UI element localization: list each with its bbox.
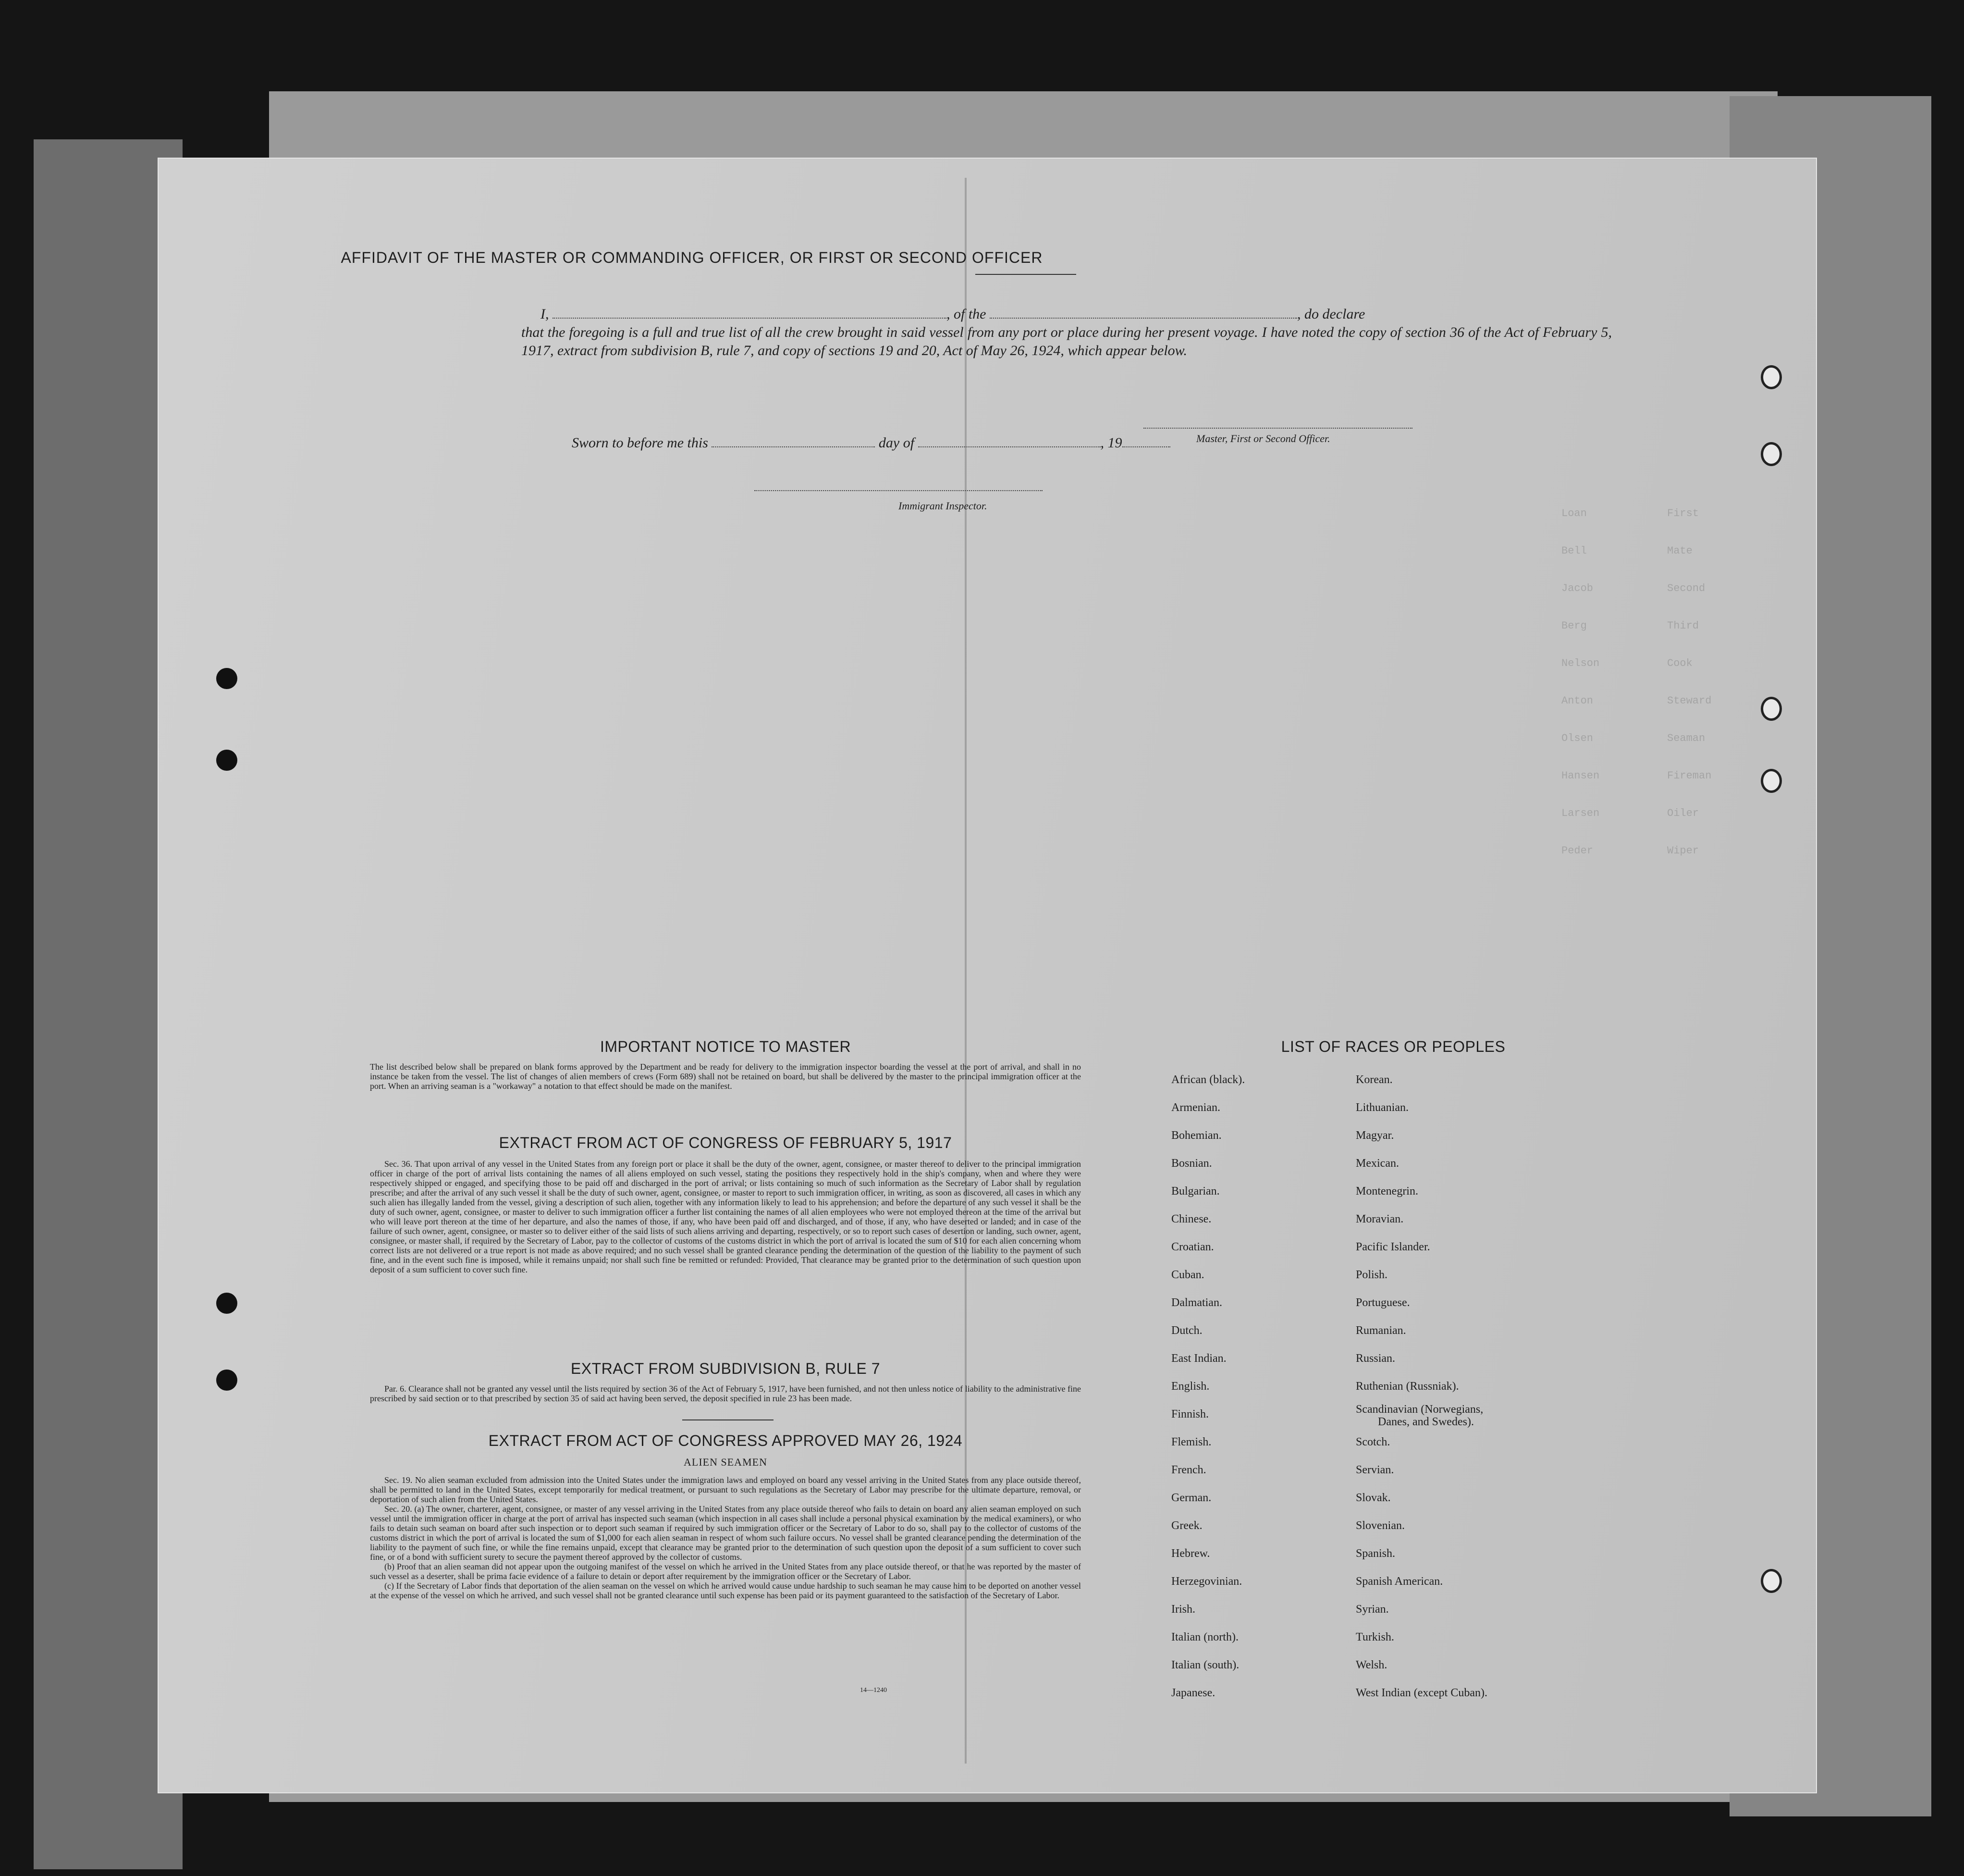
punch-hole [1761, 697, 1782, 721]
punch-hole [216, 1370, 237, 1391]
race-item: Herzegovinian. [1171, 1575, 1242, 1588]
race-item: African (black). [1171, 1074, 1245, 1086]
affidavit-of-the: , of the [946, 306, 986, 322]
rule7-title: EXTRACT FROM SUBDIVISION B, RULE 7 [570, 1360, 881, 1377]
race-item: Slovak. [1356, 1492, 1391, 1504]
rule7-body: Par. 6. Clearance shall not be granted any vessel until the lists required by section 36 of the Act of February 5, 1917, have been furnished, and not then unless notice of liability to the administrative fine prescribed by said section or to that prescribed by section 35 of said act having been served, the deposit specified in rule 23 has been made. [370, 1384, 1081, 1403]
sec20c-text: (c) If the Secretary of Labor finds that deportation of the alien seaman on the vessel on which he arrived would cause undue hardship to such seaman he may cause him to be deported on another vessel at the expense of the vessel on which he arrived, and such vessel shall not be granted clearance until such expense has been paid or its payment guaranteed to the satisfaction of the Secretary of Labor. [370, 1581, 1081, 1600]
bleed-through-text: Loan Bell Jacob Berg Nelson Anton Olsen Hansen Larsen Peder [1561, 507, 1600, 857]
race-item: Italian (north). [1171, 1631, 1239, 1643]
sec20a-text: Sec. 20. (a) The owner, charterer, agent, consignee, or master of any vessel arriving in the United States from any place outside thereof who fails to detain on board any alien seaman employed on such vessel until the immigration officer in charge at the port of arrival has inspected such seaman (which inspection in all cases shall include a personal physical examination by the medical examiners), or who fails to detain such seaman on board after such inspection or to deport such seaman if required by such immigration officer or the Secretary of Labor to do so, shall pay to the collector of customs of the customs district in which the port of arrival is located the sum of $1,000 for each alien seaman in respect of whom such failure occurs. No vessel shall be granted clearance pending the determination of the liability to the payment of such fine, or while the fine remains unpaid, except that clearance may be granted prior to the determination of such question upon the deposit of a sum sufficient to cover such fine, or of a bond with sufficient surety to secure the payment thereof approved by the collector of customs. [370, 1504, 1081, 1562]
race-item: West Indian (except Cuban). [1356, 1687, 1487, 1699]
extract-1924-title: EXTRACT FROM ACT OF CONGRESS APPROVED MAY 26, 1924 [488, 1432, 963, 1449]
punch-hole [1761, 365, 1782, 389]
race-item: Spanish American. [1356, 1575, 1443, 1588]
vessel-name-field[interactable] [990, 307, 1297, 319]
race-item: Korean. [1356, 1074, 1393, 1086]
race-item: German. [1171, 1492, 1212, 1504]
race-item: Pacific Islander. [1356, 1241, 1430, 1253]
affidavit-text [521, 305, 1612, 360]
race-item: Bulgarian. [1171, 1185, 1220, 1197]
affidavit-i: I, [540, 306, 549, 322]
sworn-day-of: day of [878, 435, 915, 451]
punch-hole [1761, 1569, 1782, 1593]
race-item: Croatian. [1171, 1241, 1214, 1253]
race-item: Irish. [1171, 1603, 1195, 1616]
punch-hole [1761, 442, 1782, 466]
affidavit-do-declare: , do declare [1297, 306, 1365, 322]
race-item: Finnish. [1171, 1408, 1209, 1420]
race-item: Italian (south). [1171, 1659, 1240, 1671]
punch-hole [216, 750, 237, 771]
affidavit-title: AFFIDAVIT OF THE MASTER OR COMMANDING OFFICER, OR FIRST OR SECOND OFFICER [341, 249, 1043, 266]
race-item: Slovenian. [1356, 1519, 1405, 1532]
sworn-month-field[interactable] [918, 436, 1101, 447]
extract-1924-sec19 [370, 1475, 1081, 1600]
race-item: Dutch. [1171, 1324, 1203, 1337]
divider [682, 1419, 773, 1420]
sworn-year-field[interactable] [1122, 436, 1170, 447]
race-item: Hebrew. [1171, 1547, 1210, 1560]
race-item: Magyar. [1356, 1129, 1394, 1142]
race-item: Syrian. [1356, 1603, 1389, 1616]
declarant-name-field[interactable] [552, 307, 946, 319]
race-item: English. [1171, 1380, 1210, 1393]
race-item: Bosnian. [1171, 1157, 1212, 1170]
races-right-column [1356, 1066, 1487, 1707]
form-code: 14—1240 [860, 1687, 887, 1694]
race-item: East Indian. [1171, 1352, 1227, 1365]
races-left-column [1171, 1066, 1245, 1707]
notice-body: The list described below shall be prepared on blank forms approved by the Department and be ready for delivery to the immigration inspector boarding the vessel at the port of arrival, and shall in no instance be taken from the vessel. The list of changes of alien members of crews (Form 689) shall not be retained on board, but shall be delivered by the master to the principal immigration officer at the port. When an arriving seaman is a "workaway" a notation to that effect should be made on the manifest. [370, 1062, 1081, 1091]
notice-title: IMPORTANT NOTICE TO MASTER [600, 1038, 851, 1055]
race-item: Scotch. [1356, 1436, 1390, 1448]
race-item: Mexican. [1356, 1157, 1399, 1170]
race-item: Portuguese. [1356, 1296, 1410, 1309]
race-item: Ruthenian (Russniak). [1356, 1380, 1459, 1393]
race-item: Turkish. [1356, 1631, 1394, 1643]
sworn-prefix: Sworn to before me this [572, 435, 708, 451]
sec19-text: Sec. 19. No alien seaman excluded from admission into the United States under the immigration laws and employed on board any vessel arriving in the United States from any place outside thereof, shall be permitted to land in the United States, except temporarily for medical treatment, or pursuant to such regulations as the Secretary of Labor may prescribe for the ultimate departure, removal, or deportation of such alien from the United States. [370, 1475, 1081, 1504]
race-item: French. [1171, 1464, 1206, 1476]
sworn-year-prefix: , 19 [1100, 435, 1122, 451]
affidavit-body: that the foregoing is a full and true list of all the crew brought in said vessel from any port or place during her present voyage. I have noted the copy of section 36 of the Act of February 5, 1917, extract from subdivision B, rule 7, and copy of sections 19 and 20, Act of May 26, 1924, which appear below. [521, 324, 1612, 358]
race-item: Bohemian. [1171, 1129, 1222, 1142]
punch-hole [216, 1293, 237, 1314]
inspector-signature-label: Immigrant Inspector. [898, 500, 987, 512]
race-item: Scandinavian (Norwegians, [1356, 1403, 1484, 1416]
race-item: Flemish. [1171, 1436, 1212, 1448]
bleed-through-text: First Mate Second Third Cook Steward Seaman Fireman Oiler Wiper [1667, 507, 1712, 857]
race-item: Welsh. [1356, 1659, 1387, 1671]
divider [975, 274, 1076, 275]
extract-1917-body: Sec. 36. That upon arrival of any vessel in the United States from any foreign port or place it shall be the duty of the owner, agent, consignee, or master thereof to deliver to the principal immigration officer in charge of the port of arrival lists containing the names of all aliens employed on such vessel, stating the positions they respectively hold in the ship's company, when and where they were respectively shipped or engaged, and specifying those to be paid off and discharged in the port of arrival; or lists containing so much of such information as the Secretary of Labor shall by regulation prescribe; and after the arrival of any such vessel it shall be the duty of such owner, agent, consignee, or master to report to such immigration officer, in writing, as soon as discovered, all cases in which any such alien has illegally landed from the vessel, giving a description of such alien, together with any information likely to lead to his apprehension; and before the departure of any such vessel it shall be the duty of such owner, agent, consignee, or master to deliver to such immigration officer a further list containing the names of all alien employees who were not employed thereon at the time of the arrival but who will leave port thereon at the time of her departure, and also the names of those, if any, who have been paid off and discharged, and of those, if any, who have deserted or landed; and in case of the failure of such owner, agent, consignee, or master so to deliver either of the said lists of such aliens arriving and departing, respectively, or so to report such cases of desertion or landing, such owner, agent, consignee, or master shall, if required by the Secretary of Labor, pay to the collector of customs of the customs district in which the port of arrival is located the sum of $10 for each alien concerning whom correct lists are not delivered or a true report is not made as above required; and no such vessel shall be granted clearance pending the determination of the question of the liability to the payment of such fine, and in the event such fine is imposed, while it remains unpaid; nor shall such fine be remitted or refunded: Provided, That clearance may be granted prior to the determination of such question upon deposit of a sum sufficient to cover such fine. [370, 1159, 1081, 1274]
race-item: Spanish. [1356, 1547, 1396, 1560]
punch-hole [216, 668, 237, 689]
race-item: Chinese. [1171, 1213, 1212, 1225]
sworn-line [572, 435, 1170, 451]
sworn-day-field[interactable] [712, 436, 875, 447]
race-item: Servian. [1356, 1464, 1394, 1476]
race-item: Montenegrin. [1356, 1185, 1418, 1197]
race-item: Cuban. [1171, 1269, 1204, 1281]
sec20b-text: (b) Proof that an alien seaman did not appear upon the outgoing manifest of the vessel on which he arrived in the United States from any place outside thereof, or that he was reported by the master of such vessel as a deserter, shall be prima facie evidence of a failure to detain or deport after requirement by the immigration officer or the Secretary of Labor. [370, 1562, 1081, 1581]
extract-1917-title: EXTRACT FROM ACT OF CONGRESS OF FEBRUARY 5, 1917 [499, 1134, 952, 1151]
master-signature-label: Master, First or Second Officer. [1196, 432, 1330, 444]
race-item: Moravian. [1356, 1213, 1404, 1225]
race-item: Greek. [1171, 1519, 1203, 1532]
race-item: Polish. [1356, 1269, 1388, 1281]
race-item: Lithuanian. [1356, 1101, 1409, 1114]
race-item: Rumanian. [1356, 1324, 1406, 1337]
races-title: LIST OF RACES OR PEOPLES [1281, 1038, 1506, 1055]
manifest-page [159, 159, 1816, 1792]
race-item: Dalmatian. [1171, 1296, 1222, 1309]
punch-hole [1761, 769, 1782, 793]
inspector-signature-line[interactable] [754, 490, 1043, 491]
race-item: Russian. [1356, 1352, 1396, 1365]
race-item: Japanese. [1171, 1687, 1215, 1699]
race-item: Armenian. [1171, 1101, 1220, 1114]
master-signature-line[interactable] [1143, 428, 1412, 429]
race-item: Danes, and Swedes). [1378, 1416, 1474, 1428]
alien-seamen-subtitle: ALIEN SEAMEN [684, 1456, 767, 1468]
